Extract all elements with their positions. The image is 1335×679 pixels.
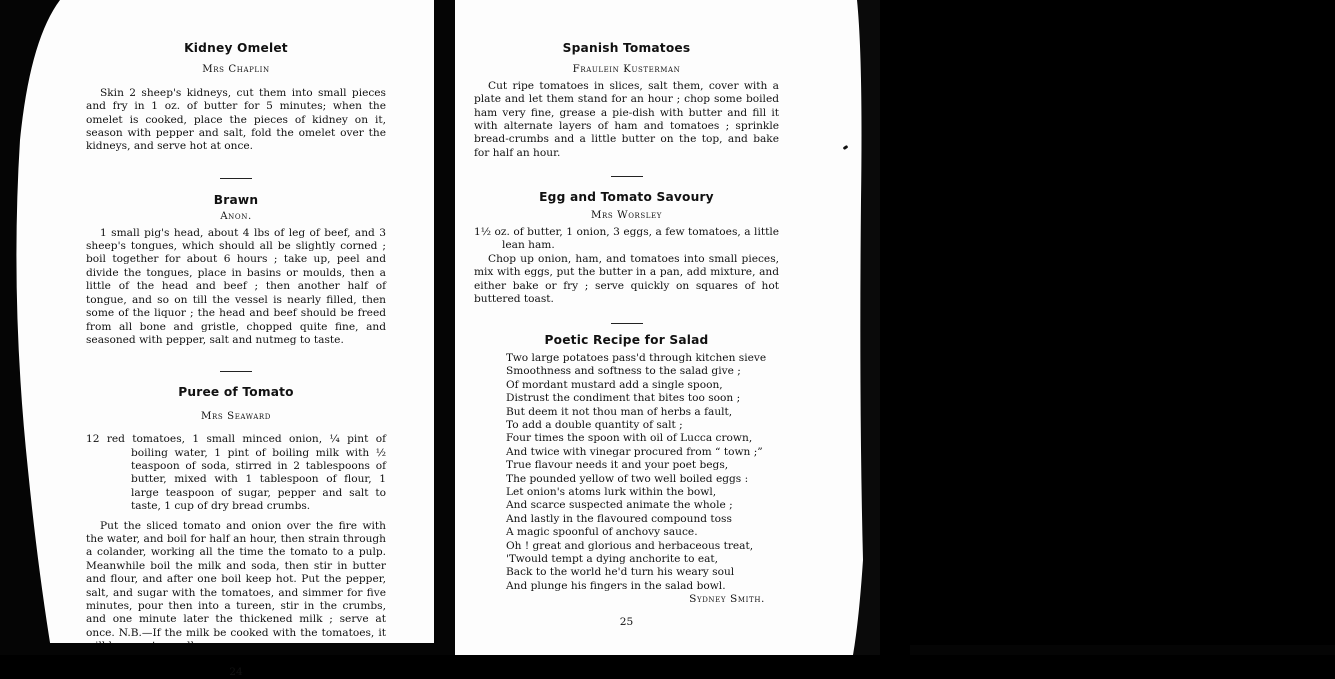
recipe-author: Anon. bbox=[220, 211, 252, 223]
poem-line: Four times the spoon with oil of Lucca crown, bbox=[506, 432, 753, 445]
poem-line: But deem it not thou man of herbs a fault, bbox=[506, 405, 733, 418]
page-number: 25 bbox=[619, 615, 634, 628]
recipe-author: Mrs Worsley bbox=[591, 209, 662, 221]
recipe-title: Spanish Tomatoes bbox=[562, 41, 691, 55]
ink-speck bbox=[843, 145, 849, 150]
page-number: 24 bbox=[229, 665, 243, 678]
poem-line: Distrust the condiment that bites too soon ; bbox=[506, 392, 741, 405]
recipe-author: Fraulein Kusterman bbox=[572, 64, 681, 76]
poem-line: 'Twould tempt a dying anchorite to eat, bbox=[506, 553, 719, 565]
recipe-title: Kidney Omelet bbox=[184, 41, 288, 55]
recipe-ingredients: 1½ oz. of butter, 1 onion, 3 eggs, a few tomatoes, a little lean ham. bbox=[474, 226, 779, 252]
right-page bbox=[455, 0, 867, 655]
recipe-paragraph: Cut ripe tomatoes in slices, salt them, cover with a plate and let them stand for an hour ; chop some boiled ham very fine, grease a pie-dish with butter and fill it with alternate layers of ham and tomatoes ; sprinkle bread-crumbs and a little butter on the top, and bake for half an hour. bbox=[474, 79, 779, 159]
page-edge-shadow bbox=[853, 0, 867, 655]
poem-line: Oh ! great and glorious and herbaceous treat, bbox=[506, 539, 754, 552]
scan-edge-bottom bbox=[910, 645, 1335, 655]
poem-line: And scarce suspected animate the whole ; bbox=[506, 499, 733, 512]
poem-line: And twice with vinegar procured from “ town ;” bbox=[506, 445, 763, 458]
recipe-ingredients: 12 red tomatoes, 1 small minced onion, ¼ pint of boiling water, 1 pint of boiling milk with ½ teaspoon of soda, stirred in 2 tablespoons of butter, mixed with 1 tablespoon of flour, 1 large teaspoon of sugar, pepper and salt to taste, 1 cup of dry bread crumbs. bbox=[86, 433, 386, 513]
recipe-title: Poetic Recipe for Salad bbox=[544, 332, 709, 347]
recipe-paragraph: 1 small pig's head, about 4 lbs of leg of beef, and 3 sheep's tongues, which should all be slightly corned ; boil together for about 6 hours ; take up, peel and divide the tongues, place in basins or moulds, then a little of the head and beef ; then another half of tongue, and so on till the vessel is nearly filled, then some of the liquor ; the head and beef should be freed from all bone and gristle, chopped quite fine, and seasoned with pepper, salt and nutmeg to taste. bbox=[86, 226, 386, 346]
poem-line: True flavour needs it and your poet begs, bbox=[506, 459, 729, 472]
poem-signature: Sydney Smith. bbox=[689, 593, 765, 606]
salad-poem bbox=[474, 352, 779, 593]
recipe-author: Mrs Chaplin bbox=[202, 64, 270, 76]
poem-line: Back to the world he'd turn his weary soul bbox=[506, 566, 735, 579]
right-page-text bbox=[474, 0, 779, 629]
poem-line: Two large potatoes pass'd through kitchen sieve bbox=[506, 351, 767, 364]
poem-line: Of mordant mustard add a single spoon, bbox=[506, 378, 723, 391]
left-page-text bbox=[86, 0, 386, 679]
poem-line: And lastly in the flavoured compound toss bbox=[506, 512, 732, 525]
poem-line: And plunge his fingers in the salad bowl. bbox=[506, 579, 726, 592]
page-curl-shadow bbox=[0, 0, 52, 655]
poem-line: A magic spoonful of anchovy sauce. bbox=[506, 526, 698, 539]
poem-line: To add a double quantity of salt ; bbox=[506, 418, 683, 431]
book-gutter bbox=[434, 0, 455, 655]
scan-edge-bottom bbox=[0, 643, 434, 655]
recipe-paragraph: Chop up onion, ham, and tomatoes into small pieces, mix with eggs, put the butter in a pan, add mixture, and either bake or fry ; serve quickly on squares of hot buttered toast. bbox=[474, 252, 779, 306]
recipe-title: Egg and Tomato Savoury bbox=[539, 190, 714, 205]
scan-edge-right bbox=[867, 0, 880, 655]
poem-line: Smoothness and softness to the salad give ; bbox=[506, 365, 741, 378]
recipe-title: Brawn bbox=[213, 192, 259, 207]
recipe-title: Puree of Tomato bbox=[178, 385, 294, 400]
poem-line: Let onion's atoms lurk within the bowl, bbox=[506, 485, 717, 498]
recipe-paragraph: Skin 2 sheep's kidneys, cut them into small pieces and fry in 1 oz. of butter for 5 minutes; when the omelet is cooked, place the pieces of kidney on it, season with pepper and salt, fold the omelet over the kidneys, and serve hot at once. bbox=[86, 86, 386, 153]
recipe-paragraph: Put the sliced tomato and onion over the fire with the water, and boil for half an hour, then strain through a colander, working all the time the tomato to a pulp. Meanwhile boil the milk and soda, then stir in butter and flour, and after one boil keep hot. Put the pepper, salt, and sugar with the tomatoes, and simmer for five minutes, pour then into a tureen, stir in the crumbs, and one minute later the thickened milk ; serve at once. N.B.—If the milk be cooked with the tomatoes, it bbox=[86, 519, 386, 639]
left-page bbox=[0, 0, 434, 678]
recipe-author: Mrs Seaward bbox=[201, 410, 271, 422]
poem-line: The pounded yellow of two well boiled eggs : bbox=[506, 472, 749, 485]
